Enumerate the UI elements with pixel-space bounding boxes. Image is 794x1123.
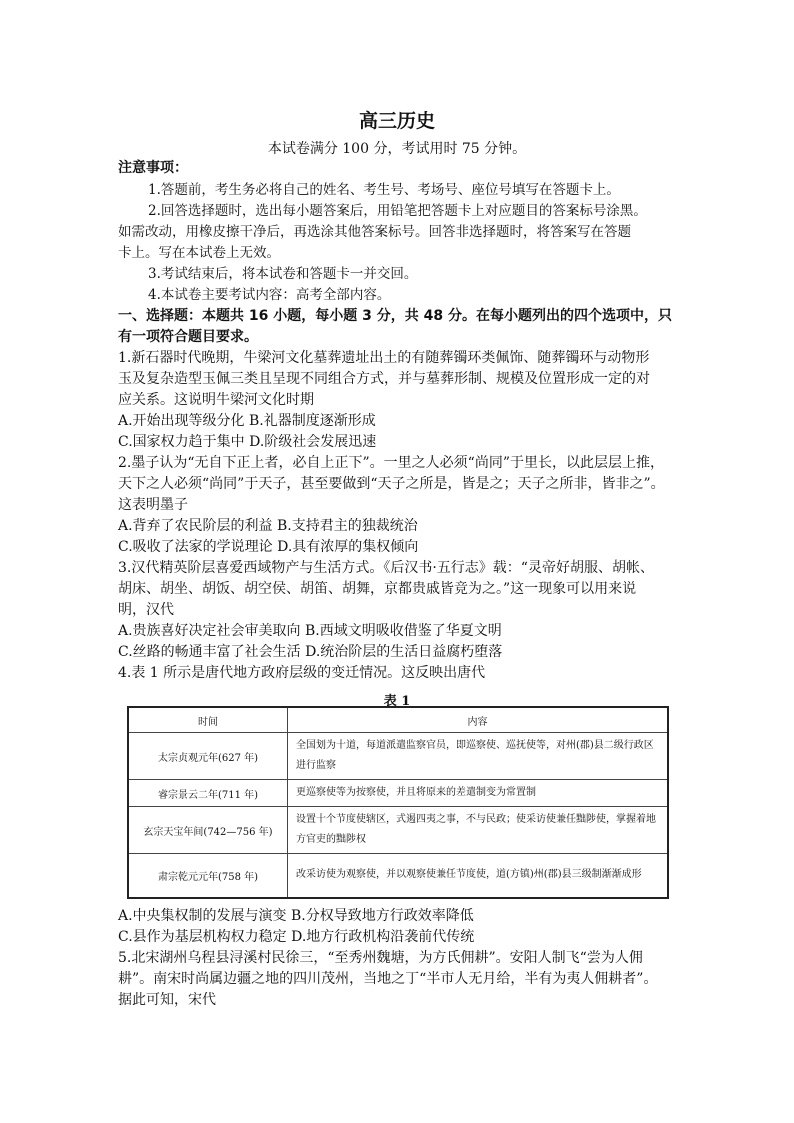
question-4-stem: 4.表 1 所示是唐代地方政府层级的变迁情况。这反映出唐代 xyxy=(118,665,486,681)
question-1-option: C.国家权力趋于集中 D.阶级社会发展迅速 xyxy=(118,434,377,450)
notice-item: 卡上。写在本试卷上无效。 xyxy=(118,245,280,261)
notice-item: 1.答题前，考生务必将自己的姓名、考生号、考场号、座位号填写在答题卡上。 xyxy=(148,182,620,198)
question-2-option: A.背弃了农民阶层的利益 B.支持君主的独裁统治 xyxy=(118,518,418,534)
exam-subtitle: 本试卷满分 100 分，考试用时 75 分钟。 xyxy=(267,141,527,157)
question-2-option: C.吸收了法家的学说理论 D.具有浓厚的集权倾向 xyxy=(118,539,419,555)
section-heading: 一、选择题：本题共 16 小题，每小题 3 分，共 48 分。在每小题列出的四个选项中，只 xyxy=(118,308,672,324)
table-header-cell: 时间 xyxy=(128,707,288,733)
question-5-stem: 据此可知，宋代 xyxy=(118,992,216,1008)
table-row xyxy=(128,807,668,854)
question-2-stem: 天下之人必须“尚同”于天子，甚至要做到“天子之所是，皆是之；天子之所非，皆非之”。 xyxy=(118,476,665,492)
table-cell-content: 改采访使为观察使，并以观察使兼任节度使，道(方镇)州(郡)县三级制渐渐成形 xyxy=(288,854,669,898)
notice-item: 4.本试卷主要考试内容：高考全部内容。 xyxy=(148,287,391,303)
exam-title: 高三历史 xyxy=(358,110,435,132)
question-4-option: A.中央集权制的发展与演变 B.分权导致地方行政效率降低 xyxy=(118,908,474,924)
table-row xyxy=(128,733,668,780)
question-1-stem: 1.新石器时代晚期，牛梁河文化墓葬遗址出土的有随葬镯环类佩饰、随葬镯环与动物形 xyxy=(118,350,650,366)
question-2-stem: 这表明墨子 xyxy=(118,497,188,513)
question-3-option: C.丝路的畅通丰富了社会生活 D.统治阶层的生活日益腐朽堕落 xyxy=(118,644,503,660)
table-cell-content: 设置十个节度使辖区，式遏四夷之事，不与民政；使采访使兼任黜陟使，掌握着地方官吏的黜陟权 xyxy=(288,807,669,854)
question-5-stem: 5.北宋湖州乌程县浔溪村民徐三，“至秀州魏塘，为方氏佣耕”。安阳人制飞“尝为人佣 xyxy=(118,950,643,966)
notice-heading: 注意事项： xyxy=(118,160,188,176)
table-header-row xyxy=(128,707,668,733)
question-4-option: C.县作为基层机构权力稳定 D.地方行政机构沿袭前代传统 xyxy=(118,929,475,945)
question-3-stem: 明，汉代 xyxy=(118,602,174,618)
question-3-option: A.贵族喜好决定社会审美取向 B.西域文明吸收借鉴了华夏文明 xyxy=(118,623,502,639)
question-1-option: A.开始出现等级分化 B.礼器制度逐渐形成 xyxy=(118,413,376,429)
question-2-stem: 2.墨子认为“无自下正上者，必自上正下”。一里之人必须“尚同”于里长，以此层层上推， xyxy=(118,455,664,471)
question-1-stem: 应关系。这说明牛梁河文化时期 xyxy=(118,392,314,408)
table-cell-time: 玄宗天宝年间(742—756 年) xyxy=(128,807,288,854)
table-cell-content: 更巡察使等为按察使，并且将原来的差遣制变为常置制 xyxy=(288,780,669,807)
question-3-stem: 胡床、胡坐、胡饭、胡空侯、胡笛、胡舞，京都贵戚皆竞为之。”这一现象可以用来说 xyxy=(118,581,637,597)
question-3-stem: 3.汉代精英阶层喜爱西域物产与生活方式。《后汉书·五行志》载：“灵帝好胡服、胡帐、 xyxy=(118,560,654,576)
section-heading: 有一项符合题目要求。 xyxy=(118,329,258,345)
question-1-stem: 玉及复杂造型玉佩三类且呈现不同组合方式，并与墓葬形制、规模及位置形成一定的对 xyxy=(118,371,650,387)
table-row xyxy=(128,780,668,807)
notice-item: 3.考试结束后，将本试卷和答题卡一并交回。 xyxy=(148,266,418,282)
table-cell-time: 太宗贞观元年(627 年) xyxy=(128,733,288,780)
notice-item: 如需改动，用橡皮擦干净后，再选涂其他答案标号。回答非选择题时，将答案写在答题 xyxy=(118,224,631,240)
notice-item: 2.回答选择题时，选出每小题答案后，用铅笔把答题卡上对应题目的答案标号涂黑。 xyxy=(148,203,647,219)
table-caption: 表 1 xyxy=(383,694,411,709)
question-5-stem: 耕”。南宋时尚属边疆之地的四川茂州，当地之丁“半市人无月给，半有为夷人佣耕者”。 xyxy=(118,971,658,987)
table-header-cell: 内容 xyxy=(288,707,669,733)
table-cell-time: 肃宗乾元元年(758 年) xyxy=(128,854,288,898)
history-table xyxy=(127,706,669,899)
table-row xyxy=(128,854,668,898)
table-cell-time: 睿宗景云二年(711 年) xyxy=(128,780,288,807)
table-cell-content: 全国划为十道，每道派遣监察官员，即巡察使、巡抚使等，对州(郡)县二级行政区进行监察 xyxy=(288,733,669,780)
